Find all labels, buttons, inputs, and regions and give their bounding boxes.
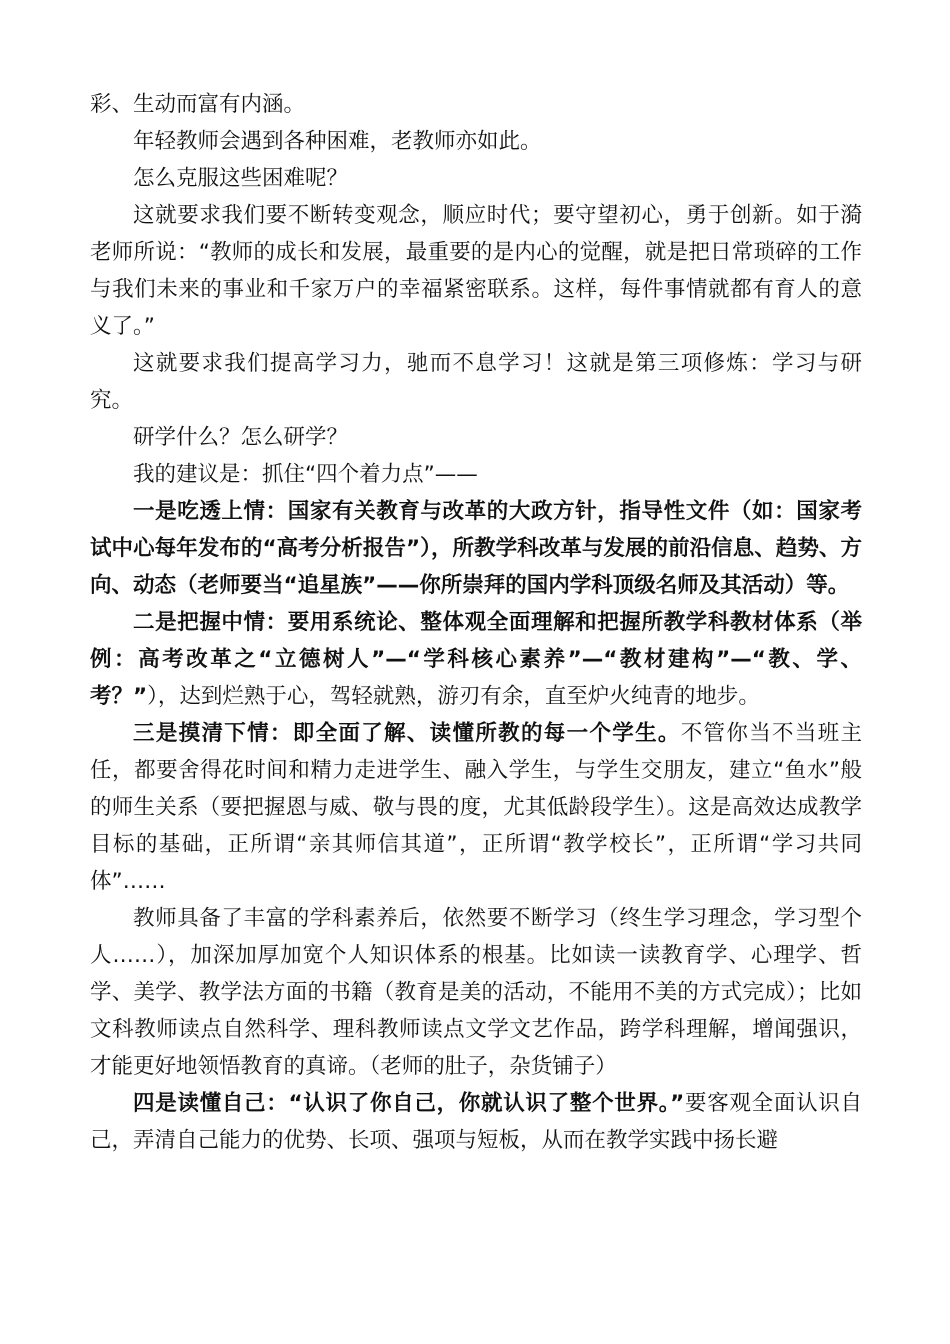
- bold-heading-text: 三是摸清下情：即全面了解、读懂所教的每一个学生。: [133, 721, 681, 746]
- paragraph-4: 这就要求我们要不断转变观念，顺应时代；要守望初心，勇于创新。如于漪老师所说：“教师的成长和发展，最重要的是内心的觉醒，就是把日常琐碎的工作与我们未来的事业和千家万户的幸福紧密联系。这样，每件事情就都有育人的意义了。”: [90, 203, 862, 339]
- paragraph-8-upper-situation: [90, 493, 862, 604]
- paragraph-5: 这就要求我们提高学习力，驰而不息学习！这就是第三项修炼：学习与研究。: [90, 351, 862, 413]
- paragraph-7: 我的建议是：抓住“四个着力点”——: [133, 462, 478, 487]
- paragraph-6: 研学什么？怎么研学？: [133, 425, 349, 450]
- bold-heading-text: 二是把握中情：要用系统论、整体观全面理解和把握所教学科教材体系（举例：高考改革之“立德树人”—“学科核心素养”—“教材建构”—“教、学、考？”: [90, 610, 862, 709]
- paragraph-12-know-yourself: 四是读懂自己：“认识了你自己，你就认识了整个世界。”要客观全面认识自己，弄清自己能力的优势、长项、强项与短板，从而在教学实践中扬长避: [90, 1091, 862, 1153]
- paragraph-3: 怎么克服这些困难呢？: [133, 166, 349, 191]
- paragraph-9-middle-situation: 二是把握中情：要用系统论、整体观全面理解和把握所教学科教材体系（举例：高考改革之“立德树人”—“学科核心素养”—“教材建构”—“教、学、考？”），达到烂熟于心，驾轻就熟，游刃有余，直至炉火纯青的地步。: [90, 610, 862, 709]
- document-page: [90, 86, 862, 1159]
- bold-heading-text: 四是读懂自己：“认识了你自己，你就认识了整个世界。”: [133, 1091, 685, 1116]
- paragraph-10-lower-situation: 三是摸清下情：即全面了解、读懂所教的每一个学生。不管你当不当班主任，都要舍得花时间和精力走进学生、融入学生，与学生交朋友，建立“鱼水”般的师生关系（要把握恩与威、敬与畏的度，尤其低龄段学生）。这是高效达成教学目标的基础，正所谓“亲其师信其道”，正所谓“教学校长”，正所谓“学习共同体”……: [90, 721, 862, 894]
- paragraph-1: 彩、生动而富有内涵。: [90, 92, 306, 117]
- paragraph-2: 年轻教师会遇到各种困难，老教师亦如此。: [133, 129, 542, 154]
- bold-heading-text: 一是吃透上情：国家有关教育与改革的大政方针，指导性文件（如：国家考试中心每年发布的“高考分析报告”），所教学科改革与发展的前沿信息、趋势、方向、动态（老师要当“追星族”——你所崇拜的国内学科顶级名师及其活动）等。: [90, 499, 862, 598]
- paragraph-11: 教师具备了丰富的学科素养后，依然要不断学习（终生学习理念，学习型个人……），加深加厚加宽个人知识体系的根基。比如读一读教育学、心理学、哲学、美学、教学法方面的书籍（教育是美的活动，不能用不美的方式完成）；比如文科教师读点自然科学、理科教师读点文学文艺作品，跨学科理解，增闻强识，才能更好地领悟教育的真谛。（老师的肚子，杂货铺子）: [90, 906, 862, 1079]
